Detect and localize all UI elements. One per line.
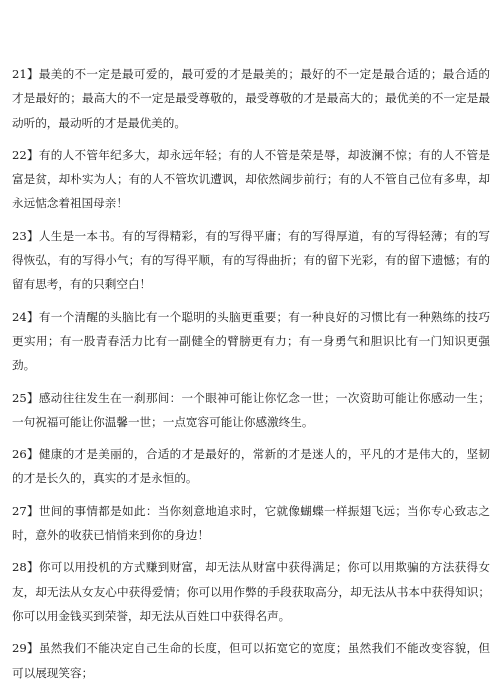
article-body [12, 62, 490, 693]
paragraph-24: 24】有一个清醒的头脑比有一个聪明的头脑更重要；有一种良好的习惯比有一种熟练的技巧更实用；有一股青春活力比有一副健全的臂膀更有力；有一身勇气和胆识比有一门知识更强劲。 [12, 309, 490, 373]
paragraph-26: 26】健康的才是美丽的，合适的才是最好的，常新的才是迷人的，平凡的才是伟大的，坚韧的才是长久的，真实的才是永恒的。 [12, 447, 490, 486]
paragraph-29: 29】虽然我们不能决定自己生命的长度，但可以拓宽它的宽度；虽然我们不能改变容貌，但可以展现笑容； [12, 641, 490, 680]
paragraph-28: 28】你可以用投机的方式赚到财富，却无法从财富中获得满足；你可以用欺骗的方法获得女友，却无法从女友心中获得爱情；你可以用作弊的手段获取高分，却无法从书本中获得知识；你可以用金钱买到荣誉，却无法从百姓口中获得名声。 [12, 560, 490, 623]
paragraph-23: 23】人生是一本书。有的写得精彩，有的写得平庸；有的写得厚道，有的写得轻薄；有的写得恢弘，有的写得小气；有的写得平顺，有的写得曲折；有的留下光彩，有的留下遗憾；有的留有思考，有的只剩空白！ [12, 228, 490, 292]
paragraph-22: 22】有的人不管年纪多大，却永远年轻；有的人不管是荣是辱，却波澜不惊；有的人不管是富是贫，却朴实为人；有的人不管坎讥遭讽，却依然阔步前行；有的人不管自己位有多卑，却永远惦念着祖国母亲！ [12, 147, 490, 211]
paragraph-27: 27】世间的事情都是如此：当你刻意地追求时，它就像蝴蝶一样振翅飞远；当你专心致志之时，意外的收获已悄悄来到你的身边！ [12, 503, 490, 543]
paragraph-21: 21】最美的不一定是最可爱的，最可爱的才是最美的；最好的不一定是最合适的；最合适的才是最好的；最高大的不一定是最受尊敬的，最受尊敬的才是最高大的；最优美的不一定是最动听的，最动听的才是最优美的。 [12, 67, 490, 130]
paragraph-25: 25】感动往往发生在一刹那间：一个眼神可能让你忆念一世；一次资助可能让你感动一生；一句祝福可能让你温馨一世；一点宽容可能让你感激终生。 [12, 390, 490, 429]
